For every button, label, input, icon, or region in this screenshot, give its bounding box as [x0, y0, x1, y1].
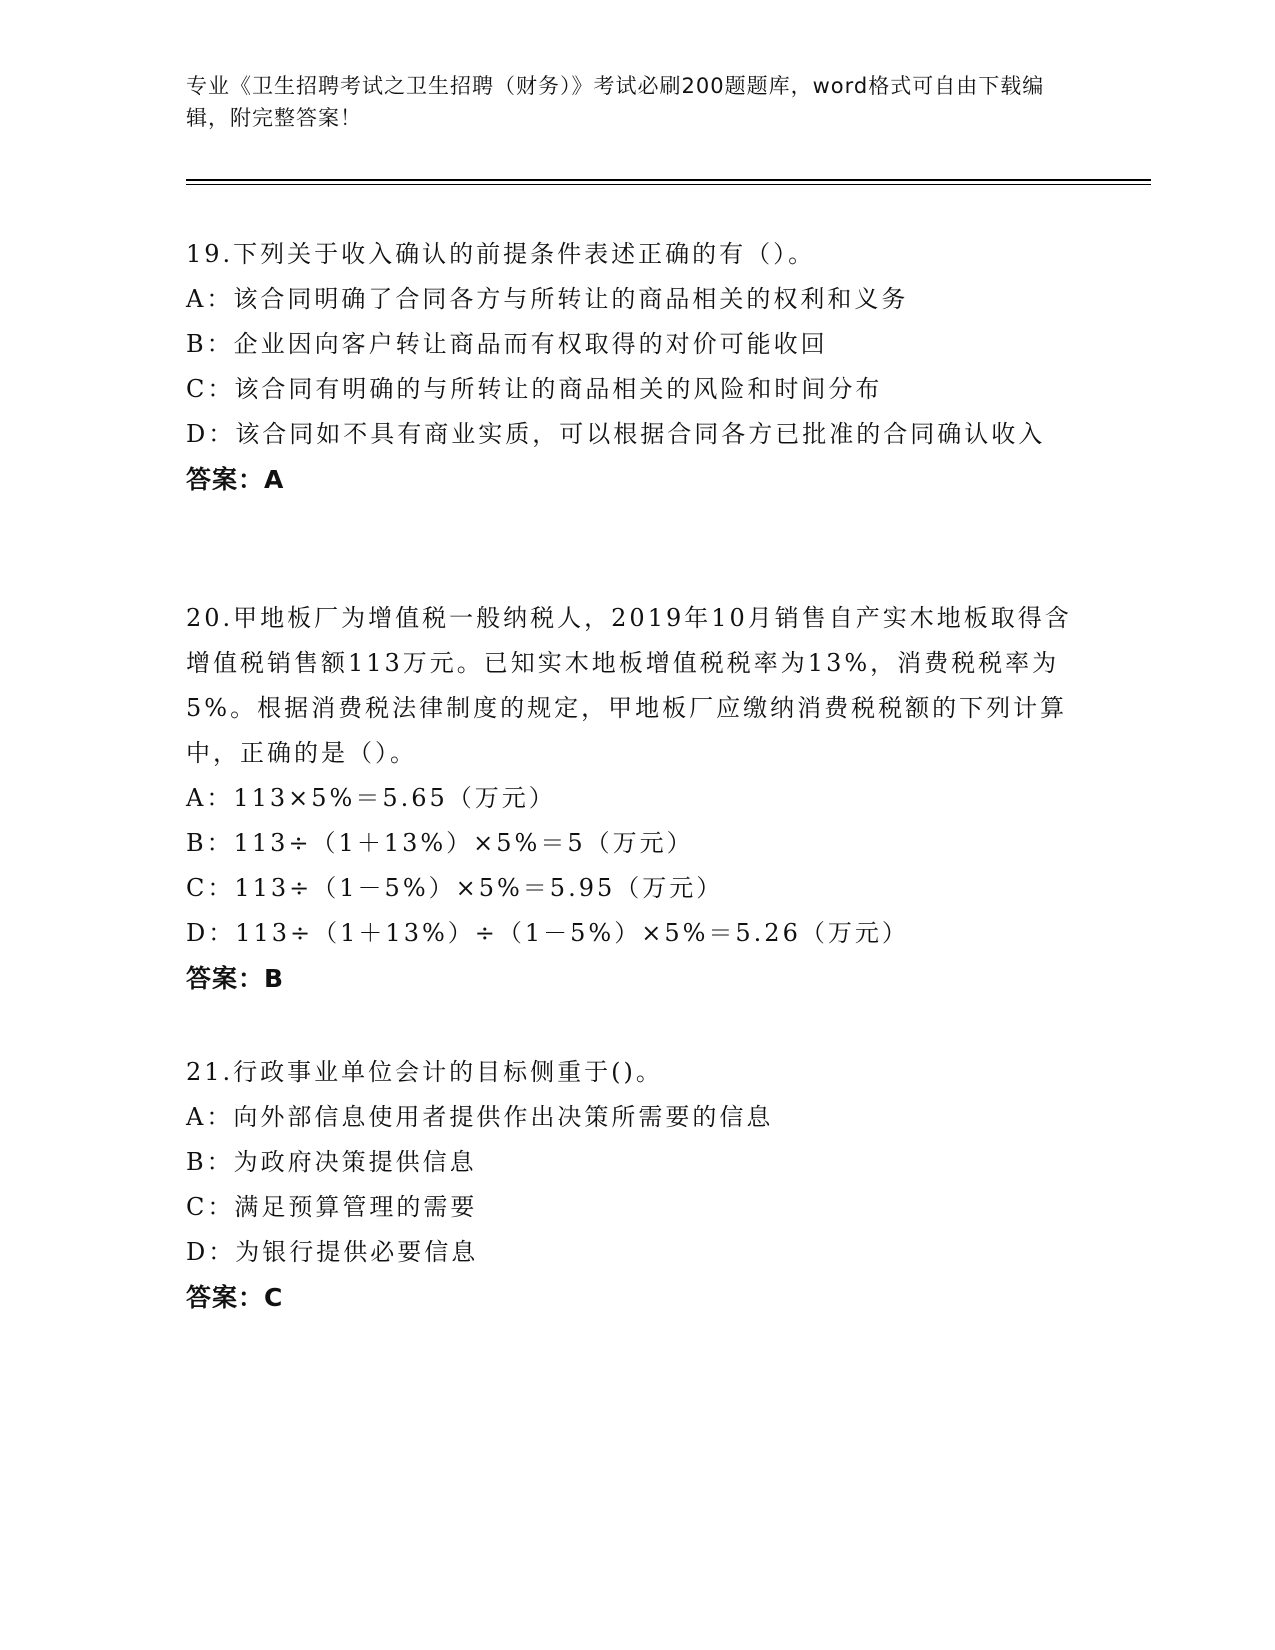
question-19	[186, 232, 1086, 502]
option-c: C：该合同有明确的与所转让的商品相关的风险和时间分布	[186, 375, 883, 403]
option-a: A：该合同明确了合同各方与所转让的商品相关的权利和义务	[186, 285, 909, 313]
option-d: D：该合同如不具有商业实质，可以根据合同各方已批准的合同确认收入	[186, 420, 1046, 448]
header-rule-thin	[186, 184, 1151, 185]
option-d: D：113÷（1＋13%）÷（1－5%）×5%＝5.26（万元）	[186, 919, 909, 947]
header-rule-thick	[186, 179, 1151, 181]
question-stem: 21.行政事业单位会计的目标侧重于()。	[186, 1058, 663, 1086]
option-b: B：企业因向客户转让商品而有权取得的对价可能收回	[186, 330, 828, 358]
option-b: B：113÷（1＋13%）×5%＝5（万元）	[186, 829, 694, 857]
option-a: A：向外部信息使用者提供作出决策所需要的信息	[186, 1103, 774, 1131]
document-header: 专业《卫生招聘考试之卫生招聘（财务）》考试必刷200题题库，word格式可自由下载编辑，附完整答案！	[186, 74, 1045, 130]
question-stem: 20.甲地板厂为增值税一般纳税人，2019年10月销售自产实木地板取得含增值税销售额113万元。已知实木地板增值税税率为13%，消费税税率为5%。根据消费税法律制度的规定，甲地板厂应缴纳消费税税额的下列计算中，正确的是（）。	[186, 604, 1072, 767]
question-21	[186, 1050, 1086, 1320]
answer: 答案：A	[186, 465, 285, 494]
option-c: C：满足预算管理的需要	[186, 1193, 478, 1221]
question-stem: 19.下列关于收入确认的前提条件表述正确的有（）。	[186, 240, 816, 268]
answer: 答案：C	[186, 1283, 284, 1312]
option-d: D：为银行提供必要信息	[186, 1238, 479, 1266]
option-a: A：113×5%＝5.65（万元）	[186, 784, 556, 812]
option-c: C：113÷（1－5%）×5%＝5.95（万元）	[186, 874, 724, 902]
question-20	[186, 596, 1086, 1001]
option-b: B：为政府决策提供信息	[186, 1148, 477, 1176]
answer: 答案：B	[186, 964, 285, 993]
